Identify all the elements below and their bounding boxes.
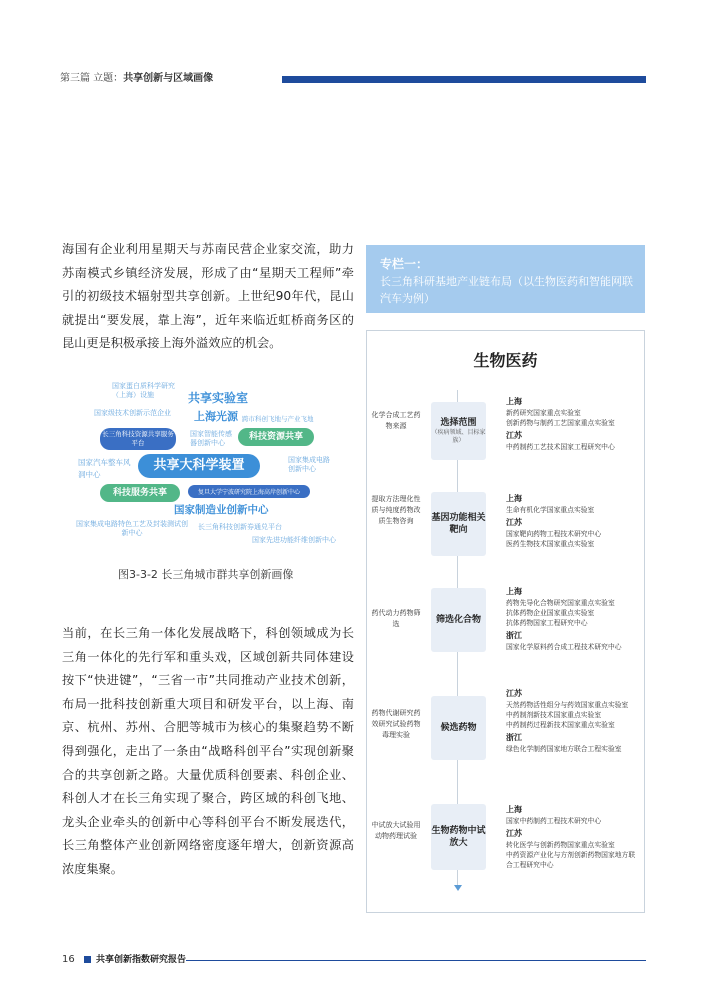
stage-box-5 (431, 804, 486, 870)
lab-list: 生命有机化学国家重点实验室 (506, 506, 595, 514)
stage-name-1: 选择范围 (440, 418, 477, 428)
wc-term: 科技资源共享 (238, 428, 314, 446)
wc-term: 长三角科技资源共享服务平台 (100, 428, 176, 450)
stage-box-1 (431, 402, 486, 460)
stage-name-5: 生物药物中试放大 (431, 826, 486, 848)
wc-term: 科技服务共享 (100, 484, 180, 502)
stage-name-3: 筛选化合物 (435, 615, 481, 625)
lab-list: 药物先导化合物研究国家重点实验室 抗体药物企业国家重点实验室 抗体药物国家工程研究中心 (506, 599, 615, 627)
page-footer (62, 954, 646, 966)
word-cloud-figure (70, 370, 355, 550)
wc-term: 国家蛋白质科学研究（上海）设施 (112, 382, 175, 399)
stage-box-3 (431, 588, 486, 652)
city-label: 江苏 (506, 689, 522, 698)
city-label: 江苏 (506, 829, 522, 838)
footer-title: 共享创新指数研究报告 (96, 955, 187, 965)
lab-list: 国家靶向药物工程技术研究中心 医药生物技术国家重点实验室 (506, 530, 602, 548)
lab-list: 新药研究国家重点实验室 创新药物与制药工艺国家重点实验室 (506, 409, 615, 427)
sidebar-subtitle: 长三角科研基地产业链布局（以生物医药和智能网联汽车为例） (380, 275, 633, 305)
stage-input-5: 中试放大试验用动物药理试验 (371, 821, 421, 840)
wc-term: 国家制造业创新中心 (174, 504, 269, 516)
stage-labs-1 (506, 394, 640, 452)
stage-labs-5 (506, 802, 640, 870)
header-part: 第三篇 立题： (60, 73, 124, 84)
wc-term: 上海光源 (194, 410, 238, 423)
figure-caption: 图3-3-2 长三角城市群共享创新画像 (118, 568, 294, 581)
stage-sub-1: （疾病领域、目标家族） (431, 429, 486, 444)
wc-term: 复旦大学宁波研究院上海高岸创新中心 (188, 485, 310, 498)
city-label: 浙江 (506, 733, 522, 742)
wc-term: 国家先进功能纤维创新中心 (252, 536, 336, 544)
lab-list: 国家化学原料药合成工程技术研究中心 (506, 643, 622, 651)
header-text (60, 72, 213, 86)
city-label: 上海 (506, 805, 522, 814)
header-title: 共享创新与区域画像 (123, 73, 214, 84)
lab-list: 天然药物活性组分与药效国家重点实验室 中药制剂新技术国家重点实验室 中药制药过程新技术国家重点实验室 (506, 701, 629, 729)
stage-labs-4 (506, 686, 640, 754)
stage-input-2: 提取方法理化性质与纯度药物改质生物咨询 (371, 495, 421, 525)
wc-term: 国家汽车整车风洞中心 (78, 458, 131, 479)
city-label: 上海 (506, 587, 522, 596)
footer-square-icon (84, 956, 91, 963)
wc-term: 跨市科创飞地与产业飞地 (242, 415, 314, 423)
stage-input-1: 化学合成工艺药物来源 (371, 411, 421, 430)
stage-box-2 (431, 492, 486, 556)
footer-rule (186, 960, 646, 961)
city-label: 江苏 (506, 431, 522, 440)
lab-list: 中药制药工艺技术国家工程研究中心 (506, 443, 615, 451)
stage-name-2: 基因功能相关靶向 (431, 513, 486, 535)
city-label: 上海 (506, 397, 522, 406)
wc-term: 国家级技术创新示范企业 (94, 409, 171, 417)
city-label: 江苏 (506, 518, 522, 527)
wc-term: 国家智能传感器创新中心 (190, 430, 232, 447)
page-header (60, 72, 646, 86)
lab-list: 转化医学与创新药物国家重点实验室 中药资源产业化与方剂创新药物国家地方联合工程研究中心 (506, 841, 636, 869)
sidebar-header (366, 245, 645, 313)
wc-term: 国家集成电路创新中心 (288, 456, 330, 473)
stage-input-3: 药代动力药物筛选 (371, 609, 421, 628)
stage-input-4: 药物代谢研究药效研究试验药物毒理实验 (371, 709, 421, 739)
city-label: 浙江 (506, 631, 522, 640)
stage-labs-3 (506, 584, 640, 652)
wc-term: 国家集成电路特色工艺及封装测试创新中心 (76, 520, 188, 537)
stage-name-4: 候选药物 (440, 723, 477, 733)
wc-term: 共享大科学装置 (138, 454, 260, 478)
body-paragraph-1: 海国有企业利用星期天与苏南民营企业家交流，助力苏南模式乡镇经济发展，形成了由“星期天工程师”牵引的初级技术辐射型共享创新。上世纪90年代，昆山就提出“要发展，靠上海”，近年来临近虹桥商务区的昆山更是积极承接上海外溢效应的机会。 (62, 242, 354, 351)
wc-term: 长三角科技创新券通兑平台 (198, 523, 282, 531)
sidebar-title: 专栏一： (380, 257, 429, 271)
biomed-title: 生物医药 (473, 351, 538, 370)
body-paragraph-2: 当前，在长三角一体化发展战略下，科创领域成为长三角一体化的先行军和重头戏，区域创新共同体建设按下“快进键”，“三省一市”共同推动产业技术创新，布局一批科技创新重大项目和研发平台，以上海、南京、杭州、苏州、合肥等城市为核心的集聚趋势不断得到强化，走出了一条由“战略科创平台”实现创新聚合的共享创新之路。大量优质科创要素、科创企业、科创人才在长三角实现了聚合，跨区域的科创飞地、龙头企业牵头的创新中心等科创平台不断发展迭代，长三角整体产业创新网络密度逐年增大，创新资源高浓度集聚。 (62, 626, 354, 876)
lab-list: 绿色化学制药国家地方联合工程实验室 (506, 745, 622, 753)
lab-list: 国家中药制药工程技术研究中心 (506, 817, 602, 825)
stage-box-4 (431, 696, 486, 760)
wc-term: 共享实验室 (188, 391, 249, 405)
header-bar (282, 76, 646, 83)
page-number: 16 (62, 954, 75, 965)
city-label: 上海 (506, 494, 522, 503)
flow-arrow-icon (454, 885, 462, 891)
stage-labs-2 (506, 491, 640, 549)
